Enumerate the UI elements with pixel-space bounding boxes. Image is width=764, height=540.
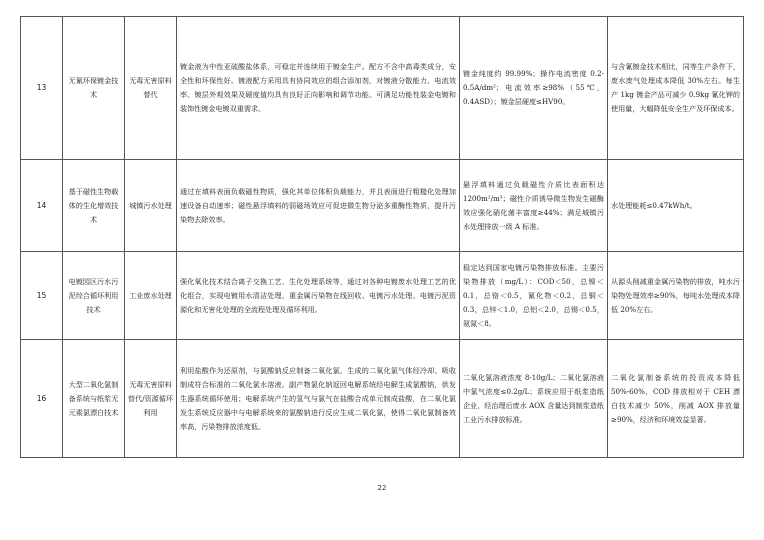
technology-indicators: 悬浮填料通过负载磁性介质比表面积达 1200m²/m³；磁性介质诱导微生物发生磁酶效应强化硝化菌丰富度≥44%；满足城镇污水处理排放一级 A 标准。 bbox=[460, 160, 608, 252]
table-row bbox=[21, 160, 744, 252]
technology-indicators: 稳定达到国家电镀污染物排放标准。主要污染物排放（mg/L）：COD＜50，总镍＜0.1，总铬＜0.5，氰化物＜0.2，总铜＜0.3，总锌＜1.0，总铝＜2.0，总锡＜0.5，氨氮＜8。 bbox=[460, 252, 608, 340]
technology-name: 基于磁性生物载体的生化增效技术 bbox=[63, 160, 125, 252]
technology-category: 无毒无害原料替代 bbox=[125, 17, 177, 160]
technology-category: 无毒无害原料替代/资源循环利用 bbox=[125, 340, 177, 458]
row-number: 13 bbox=[21, 17, 63, 160]
technology-indicators: 二氧化氯溶液浓度 8-10g/L；二氧化氯溶液中氯气浓度≤0.2g/L；系统应用于纸浆造纸企业，经治理后废水 AOX 含量达到制浆造纸工业污水排放标准。 bbox=[460, 340, 608, 458]
technology-table bbox=[20, 16, 744, 458]
technology-category: 城镇污水处理 bbox=[125, 160, 177, 252]
table-row bbox=[21, 17, 744, 160]
technology-effect: 二氧化氯制备系统的投资成本降低 50%-60%，COD 排放相对于 CEH 漂白技术减少 50%，削减 AOX 排放量≥90%，经济和环境效益显著。 bbox=[608, 340, 744, 458]
page-number: 22 bbox=[377, 484, 387, 492]
technology-name: 无氰环保镀金技术 bbox=[63, 17, 125, 160]
technology-effect: 从源头削减重金属污染物的排放，吨水污染物处理效率≥90%，每吨水处理成本降低 20%左右。 bbox=[608, 252, 744, 340]
technology-effect: 与含氰镀金技术相比，同等生产条件下，废水废气处理成本降低 30%左右。每生产 1kg 镀金产品可减少 0.9kg 氰化钾的使用量，大幅降低安全生产及环保成本。 bbox=[608, 17, 744, 160]
technology-description: 利用盐酸作为还原剂，与氯酸钠反应制备二氧化氯，生成的二氧化氯气体经冷却、吸收制成符合标准的二氧化氯水溶液。副产物氯化钠返回电解系统经电解生成氯酸钠，供发生器系统循环使用；电解系统产生的氢气与氯气在盐酸合成单元制成盐酸，在二氧化氯发生系统反应器中与电解系统来的氯酸钠进行反应生成二氧化氯，使得二氧化氯制备效率高，污染物排放浓度低。 bbox=[177, 340, 460, 458]
table-row bbox=[21, 252, 744, 340]
technology-indicators: 镀金纯度约 99.99%；操作电流密度 0.2-0.5A/dm²；电流效率≥98%（55℃，0.4ASD）；镀金层硬度≤HV90。 bbox=[460, 17, 608, 160]
technology-category: 工业废水处理 bbox=[125, 252, 177, 340]
row-number: 16 bbox=[21, 340, 63, 458]
row-number: 15 bbox=[21, 252, 63, 340]
technology-name: 大型二氧化氯制备系统与纸浆无元素氯漂白技术 bbox=[63, 340, 125, 458]
row-number: 14 bbox=[21, 160, 63, 252]
technology-description: 镀金液为中性亚硫酸盐体系，可稳定并连续用于镀金生产。配方不含中高毒类成分，安全性和环保性好。镀液配方采用具有协同效应的组合添加剂，对镀液分散能力、电流效率、镀层外观效果及硬度值均具有良好正向影响和调节功能。可满足功能性装金电镀和装饰性镀金电镀双重需求。 bbox=[177, 17, 460, 160]
technology-effect: 水处理能耗≤0.47kWh/t。 bbox=[608, 160, 744, 252]
technology-description: 强化氧化技术结合离子交换工艺、生化处理系统等，通过对各种电镀废水处理工艺的优化组合，实现电镀用水清洁处理、重金属污染物在线回收、电镀污水处理、电镀污泥资源化和无害化处理的全流程处理及循环利用。 bbox=[177, 252, 460, 340]
table-row bbox=[21, 340, 744, 458]
technology-name: 电镀园区污水污泥综合循环利用技术 bbox=[63, 252, 125, 340]
technology-description: 通过在填料表面负载磁性物质，强化其单位体积负载能力，并且表面进行粗糙化处理加速设备自动速率；磁性悬浮填料的弱磁场效应可促进微生物分泌多重酶性物质，提升污染物去除效率。 bbox=[177, 160, 460, 252]
